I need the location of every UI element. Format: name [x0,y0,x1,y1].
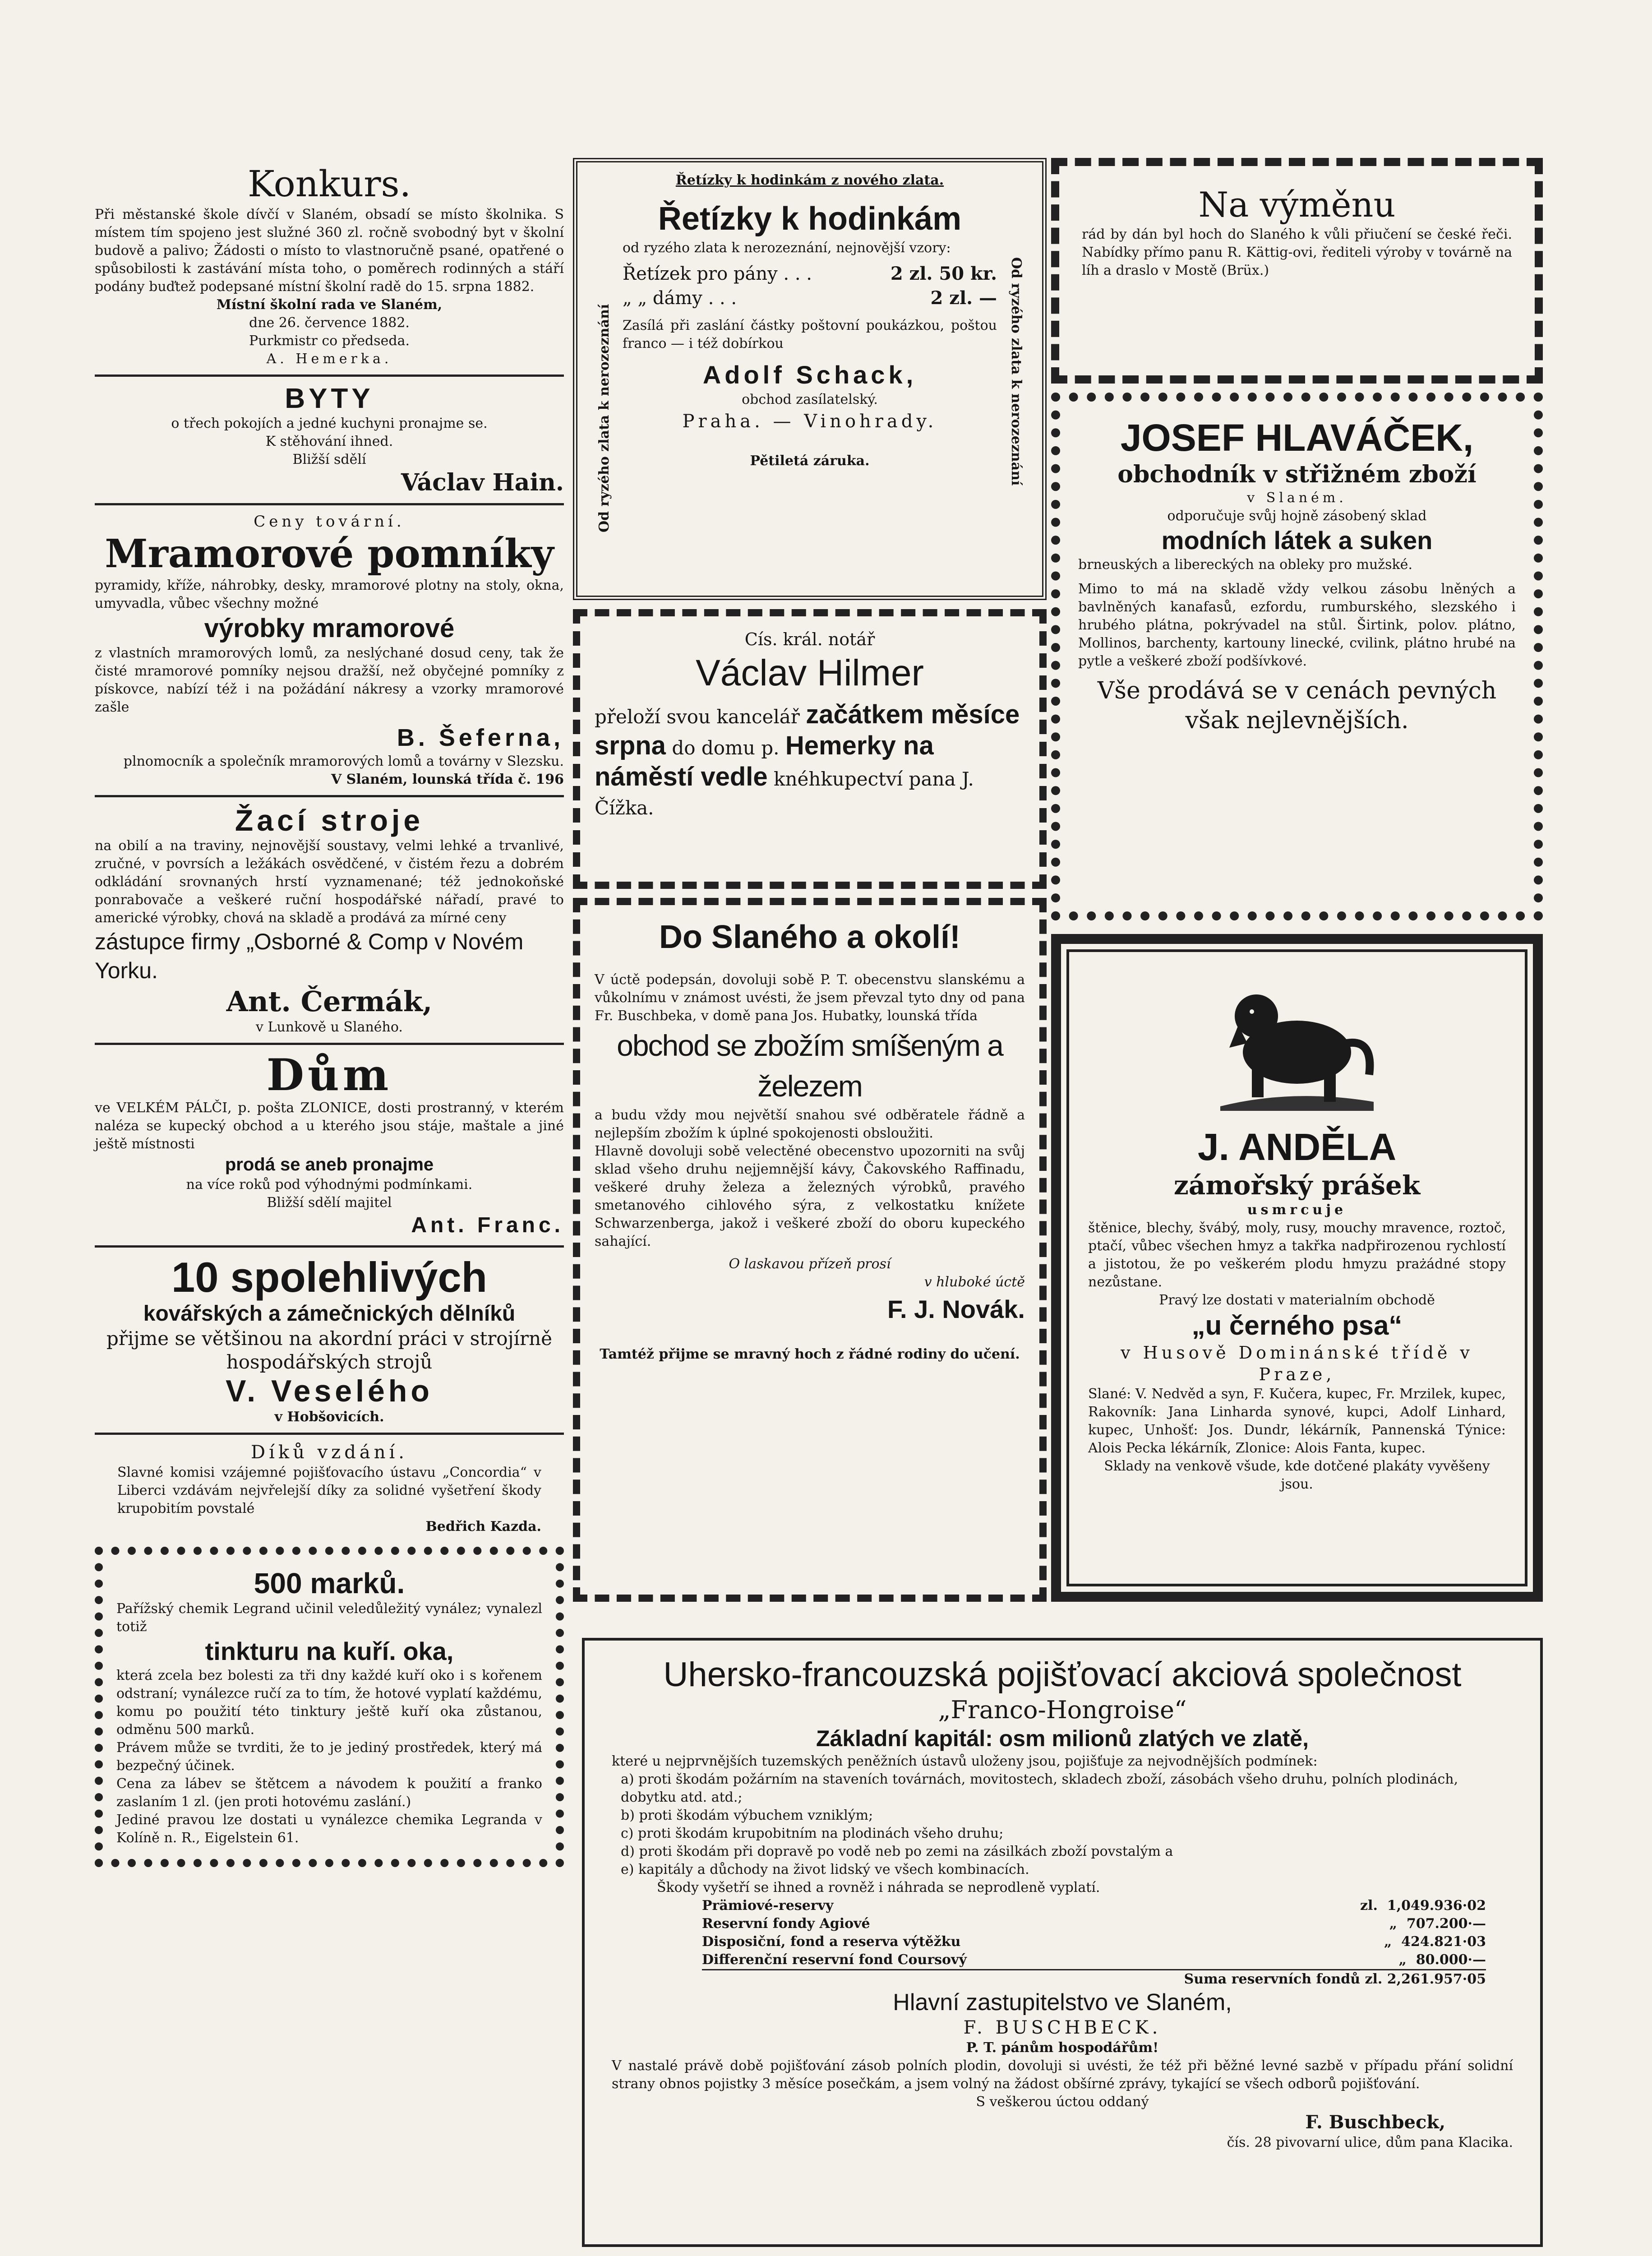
retizky-row2-label: „ „ dámy . . . [623,288,737,309]
delnici-title: 10 spolehlivých [171,1253,488,1301]
marku-text5: Jediné pravou lze dostati u vynálezce chemika Legranda v Kolíně n. R., Eigelstein 61. [116,1812,542,1846]
pomniky-text1: pyramidy, kříže, náhrobky, desky, mramorové plotny na stoly, okna, umyvadla, vůbec všechny možné [95,578,564,611]
fund-row [702,1897,1486,1915]
zaci-title: Žací stroje [235,804,424,837]
marku-text2: která zcela bez bolesti za tři dny každé kuří oko i s kořenem odstraní; vynálezce ručí za to tím, že hotové vyplatí každému, komu po použití této tinktury ještě kuří oka zůstanou, odměnu 500 marků. [116,1668,542,1738]
hilmer-text3: knéhkupectví pana J. Čížka. [595,768,974,819]
fund-value: 707.200·— [1406,1916,1486,1932]
novak-text1: V úctě podepsán, dovoluji sobě P. T. obecenstvu slanskému a vůkolnímu v známost uvésti, že jsem převzal tyto dny od pana Fr. Buschbeka, v domě pana Jos. Hubatky, lounská třída [595,972,1025,1024]
pomniky-text2: z vlastních mramorových lomů, za neslýchané dosud ceny, tak že čisté mramorové pomníky nejsou dražší, než obyčejné pomníky z pískovce, nabízí též i na požádání nákresy a vzorky mramorové zašle [95,645,564,715]
marku-text1: Pařížský chemik Legrand učinil veledůležitý vynález; vynalezl totiž [116,1601,542,1635]
divider [95,1043,564,1045]
novak-text2: a budu vždy mou největší snahou své odběratele řádně a nejlepším zbožím k úplné spokojenosti obsloužiti. [595,1107,1025,1141]
novak-text3: Hlavně dovoluji sobě velectěné obecenstvo upozorniti na svůj sklad všeho druhu nejjemnější kávy, Čakovského Raffinadu, veškeré druhy železa a železných výrobků, pravého smetanového cihlového sýra, z velkostatku knížete Schwarzenberga, jakož i veškeré zboží do oboru kupeckého sahající. [595,1143,1025,1249]
konkurs-text: Při městanské škole dívčí v Slaném, obsadí se místo školnika. S místem tím spojeno jest služné 360 zl. ročně svobodný byt v školní budově a palivo; Žádosti o místo to vlastnoručně psané, opatřené o spůsobilosti k zastávání místa toho, o poměrech rodinných a stáří podány buďtež podepsané místní školní radě do 15. srpna 1882. [95,207,564,295]
fund-cur: „ [1389,1916,1397,1932]
konkurs-role: Purkmistr co předseda. [249,333,410,349]
pomniky-ad [95,512,564,789]
fund-row [702,1951,1486,1969]
vymenu-ad [1051,158,1543,384]
fund-label: Prämiové-reservy [702,1898,834,1914]
fund-value: 80.000·— [1416,1952,1486,1968]
fund-row [702,1915,1486,1933]
fund-label: Disposiční, fond a reserva výtěžku [702,1934,961,1950]
column-left [95,162,564,1867]
delnici-sub: kovářských a zámečnických dělníků [143,1302,516,1326]
retizky-text1: od ryzého zlata k nerozeznání, nejnovější vzory: [623,240,951,256]
pomniky-name: B. Šeferna, [397,724,564,751]
pojistovna-capital: Základní kapitál: osm milionů zlatých ve zlatě, [816,1726,1309,1751]
divider [95,1245,564,1248]
fund-value: 424.821·03 [1401,1934,1486,1950]
pojistovna-funds [612,1897,1513,1988]
fund-value-group [1360,1897,1486,1915]
pomniky-address: V Slaném, lounská třída č. 196 [331,772,564,787]
divider [95,1433,564,1435]
retizky-place: Praha. — Vinohrady. [682,411,937,432]
pojistovna-note: Škody vyšetří se ihned a rovněž i náhrada se neprodleně vyplatí. [657,1880,1100,1895]
dog-illustration [1202,975,1392,1115]
hlavacek-place: v Slaném. [1247,490,1347,506]
marku-text4: Cena za lábev se štětcem a návodem k použití a franko zaslaním 1 zl. (jen proti hotovému zaslání.) [116,1776,542,1810]
fund-value-group [1384,1933,1486,1951]
hlavacek-name: JOSEF HLAVÁČEK, [1120,416,1474,459]
retizky-row1-label: Řetízek pro pány . . . [623,264,812,284]
hilmer-bold2: Hemerky na náměstí vedle [595,731,934,791]
pojistovna-title: Uhersko-francouzská pojišťovací akciová společnost [663,1655,1462,1694]
byty-title: BYTY [285,383,374,414]
vymenu-title: Na výměnu [1198,185,1396,225]
delnici-name: V. Veselého [226,1374,433,1408]
dum-title: Dům [266,1049,392,1100]
divider [95,374,564,377]
fund-label: Reservní fondy Agiové [702,1916,870,1932]
hilmer-text1: přeloží svou kancelář [595,706,800,728]
pojistovna-text: V nastalé právě době pojišťování zásob polních plodin, dovoluji si uvésti, že též při běžné levné sazbě v případu přání solidní strany obnos pojistky 3 měsíce posečkám, a jsem volný na žádost obšírné zprávy, tykající se všech odborů pojišťování. [612,2058,1513,2092]
dum-text: ve VELKÉM PÁLČI, p. pošta ZLONICE, dosti prostranný, v kterém naléza se kupecký obchod a u kterého jsou stáje, maštale a jiné ještě místnosti [95,1100,564,1152]
dum-name: Ant. Franc. [411,1213,564,1237]
divider [95,503,564,505]
pojistovna-agency: Hlavní zastupitelstvo ve Slaném, [893,1989,1232,2016]
retizky-row2 [623,286,997,310]
retizky-ad [573,158,1047,600]
marku-ad [95,1547,564,1867]
diku-title: Díků vzdání. [251,1442,408,1463]
zaci-stroje-ad [95,804,564,1036]
pojistovna-greet: P. T. pánům hospodářům! [966,2040,1159,2056]
zaci-text: na obilí a na traviny, nejnovější soustavy, velmi lehké a trvanlivé, zručné, v povrsích a ležákách osvědčené, v čistém řezu a dobrém odkládání srovnaných hrstí vyznamenané; též jednokoňské ponrabovače a veškeré ruční hospodářské nářadí, pravé to americké výrobky, chová na skladě a prodává za mírné ceny [95,838,564,926]
retizky-title: Řetízky k hodinkám [658,201,962,237]
andela-action: usmrcuje [1247,1202,1347,1218]
column-right [1051,158,1543,1602]
column-middle [573,158,1047,1602]
andela-text1: štěnice, blechy, švábý, moly, rusy, mouchy mravence, roztoč, ptačí, vůbec všechen hmyz a takřka nadpřirozenou rychlostí a jistotou, že po veškerém plodu hmyzu prażádné stopy nezůstane. [1088,1220,1506,1290]
dum-ad [95,1051,564,1239]
diku-text: Slavné komisi vzájemné pojišťovacího ústavu „Concordia“ v Liberci vzdávám nejvřelejší díky za solidné vyšetření škody krupobitím povstalé [117,1465,541,1516]
fund-row [702,1933,1486,1951]
zaci-sub: zástupce firmy „Osborné & Comp v Novém Yorku. [95,929,524,983]
pomniky-title: Mramorové pomníky [105,531,554,577]
dum-text3: Bližší sdělí majitel [267,1195,392,1211]
fund-cur: „ [1398,1952,1407,1968]
hlavacek-ad [1051,393,1543,920]
delnici-place: v Hobšovicích. [274,1409,384,1425]
retizky-text2: Zasílá při zaslání částky poštovní poukázkou, poštou franco — i též dobírkou [623,318,997,351]
konkurs-ad [95,162,564,368]
konkurs-name: A. Hemerka. [266,351,392,367]
hilmer-name: Václav Hilmer [696,652,924,693]
pojistovna-agent: F. BUSCHBECK. [963,2017,1162,2038]
novak-name: F. J. Novák. [887,1295,1025,1323]
pojistovna-sign: F. Buschbeck, [1305,2112,1445,2133]
fund-value: 1,049.936·02 [1387,1898,1486,1914]
hilmer-bold1: začátkem měsíce srpna [595,700,1020,760]
novak-title: Do Slaného a okolí! [659,919,961,955]
marku-text3: Právem může se tvrditi, že to je jediný prostředek, který má bezpečný účinek. [116,1740,542,1774]
fund-cur: zl. [1360,1898,1378,1914]
hlavacek-text3: Mimo to má na skladě vždy velkou zásobu lněných a bavlněných kanafasů, ezfordu, rumburského, slezského i hrubého plátna, pokrývadel na stůl. Širtink, polov. plátno, Mollinos, barchenty, kartouny linecké, cvilink, plátno hrubé na pytle a veškeré zboží podšívkové. [1078,581,1516,669]
hilmer-pre: Cís. král. notář [744,629,875,649]
andela-name: J. ANDĚLA [1197,1126,1397,1168]
retizky-row1-price: 2 zl. 50 kr. [890,263,997,284]
andela-text3: Slané: V. Nedvěd a syn, F. Kučera, kupec, Fr. Mrzilek, kupec, Rakovník: Jana Linharda synové, kupci, Adolf Linhard, kupec, Unhošť: Jos. Dundr, lékárník, Pannenská Týnice: Alois Pecka lékárník, Zlonice: Alois Fanta, kupec. [1088,1386,1506,1456]
retizky-name: Adolf Schack, [702,361,917,389]
konkurs-signature: Místní školní rada ve Slaném, [216,297,443,313]
hlavacek-sub: modních látek a suken [1161,526,1433,555]
fund-label: Differenční reservní fond Coursový [702,1952,967,1968]
novak-text4: O laskavou přízeň prosí [729,1256,891,1272]
pojistovna-ad [582,1638,1543,2247]
andela-addr: v Husově Dominánské třídě v Praze, [1121,1343,1473,1384]
marku-title: 500 marků. [254,1567,405,1600]
retizky-top: Řetízky k hodinkám z nového zlata. [675,172,944,188]
pojistovna-intro: které u nejprvnějších tuzemských peněžních ústavů uloženy jsou, pojišťuje za nejvodnějších podmínek: [612,1753,1318,1769]
pojistovna-item: a) proti škodám požárním na staveních továrnách, movitostech, skladech zboží, zásobách všeho druhu, polních plodinách, dobytku atd. atd.; [621,1771,1458,1805]
diku-vzdani-ad [95,1441,564,1536]
marku-sub: tinkturu na kuří. oka, [205,1637,454,1665]
byty-line2: K stěhování ihned. [265,434,393,449]
pomniky-text3: plnomocník a společník mramorových lomů a továrny v Slezsku. [123,754,564,769]
konkurs-date: dne 26. července 1882. [249,315,410,331]
pomniky-sub: výrobky mramorové [204,614,455,643]
retizky-role: obchod zasílatelský. [742,392,878,407]
andela-ad [1051,934,1543,1602]
diku-name: Bedřich Kazda. [425,1519,541,1535]
hlavacek-text2: brneuských a libereckých na obleky pro mužské. [1078,557,1412,573]
byty-line3: Bližší sdělí [292,452,366,467]
hlavacek-text1: odporučuje svůj hojně zásobený sklad [1167,508,1427,524]
hilmer-body [595,700,1025,823]
delnici-text: přijme se většinou na akordní práci v strojírně hospodářských strojů [106,1327,553,1373]
delnici-ad [95,1254,564,1426]
zaci-name: Ant. Čermák, [226,985,433,1018]
pojistovna-total: Suma reservních fondů zl. 2,261.957·05 [702,1969,1486,1988]
hilmer-ad [573,609,1047,889]
retizky-row1 [623,262,997,286]
byty-name: Václav Hain. [401,469,564,496]
andela-text2: Pravý lze dostati v materialním obchodě [1159,1292,1435,1308]
novak-sub: obchod se zbožím smíšeným a železem [617,1029,1003,1103]
hilmer-text2: do domu p. [672,737,780,759]
pojistovna-item: e) kapitály a důchody na život lidský ve všech kombinacích. [621,1862,1029,1877]
byty-text: o třech pokojích a jedné kuchyni pronajme se. [171,416,488,431]
pomniky-pre: Ceny tovární. [254,513,405,531]
pojistovna-address: čís. 28 pivovarní ulice, dům pana Klacika. [1227,2135,1513,2150]
novak-text5: v hluboké úctě [924,1274,1025,1290]
vymenu-text: rád by dán byl hoch do Slaného k vůli přiučení se české řeči. Nabídky přímo panu R. Kättig-ovi, řediteli výroby v továrně na líh a draslo v Mostě (Brüx.) [1082,227,1512,278]
hlavacek-role: obchodník v střižném zboží [1117,461,1477,488]
dum-sub: prodá se aneb pronajme [225,1155,434,1174]
retizky-side-right: Od ryzého zlata k nerozeznání [1008,257,1024,486]
zaci-place: v Lunkově u Slaného. [256,1019,403,1035]
pojistovna-item: d) proti škodám při dopravě po vodě neb po zemi na zásilkách zboží povstalým a [621,1844,1173,1859]
novak-ad [573,898,1047,1602]
dum-text2: na více roků pod výhodnými podmínkami. [186,1177,473,1193]
fund-value-group [1389,1915,1486,1933]
retizky-bottom: Pětiletá záruka. [750,453,870,469]
fund-cur: „ [1384,1934,1392,1950]
andela-shop: „u černého psa“ [1191,1310,1403,1341]
divider [95,795,564,797]
andela-sub: zámořský prášek [1173,1170,1421,1201]
fund-value-group [1399,1951,1486,1969]
andela-text4: Sklady na venkově všude, kde dotčené plakáty vyvěšeny jsou. [1104,1458,1490,1492]
byty-ad [95,383,564,497]
hlavacek-text4: Vše prodává se v cenách pevných však nejlevnějších. [1097,677,1497,734]
pojistovna-regards: S veškerou úctou oddaný [976,2094,1149,2110]
konkurs-title: Konkurs. [247,163,411,205]
retizky-row2-price: 2 zl. — [930,287,997,309]
novak-note: Tamtéž přijme se mravný hoch z řádné rodiny do učení. [600,1346,1020,1362]
pojistovna-sub: „Franco-Hongroise“ [938,1696,1187,1724]
pojistovna-item: b) proti škodám výbuchem vzniklým; [621,1808,873,1823]
pojistovna-items [612,1771,1513,1879]
retizky-side-left: Od ryzého zlata k nerozeznání [596,304,612,532]
pojistovna-item: c) proti škodám krupobitním na plodinách všeho druhu; [621,1826,1004,1841]
